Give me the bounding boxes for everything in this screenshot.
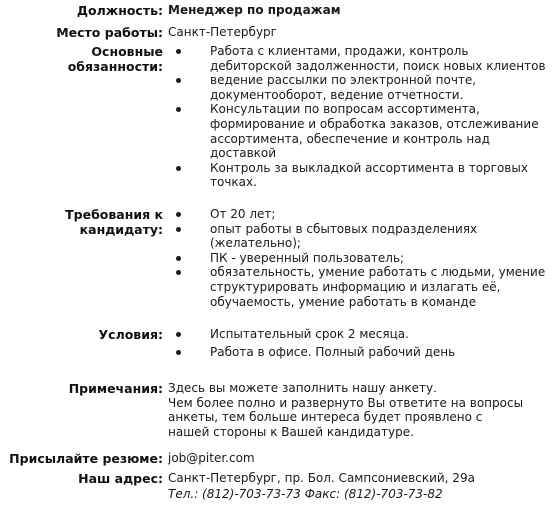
notes-text: Здесь вы можете заполнить нашу анкету. Чем более полно и развернуто Вы ответите на вопросы анкеты, тем больше интереса будет проявлено с нашей стороны к Вашей кандидатуре. [168, 381, 524, 439]
bullet-icon [176, 212, 181, 217]
workplace-value: Санкт-Петербург [168, 25, 277, 39]
bullet-icon [176, 78, 181, 83]
bullet-icon [176, 332, 181, 337]
duty-item: Контроль за выкладкой ассортимента в торговых точках. [168, 161, 558, 190]
requirements-label: Требования к кандидату: [65, 207, 163, 237]
bullet-icon [176, 49, 181, 54]
requirements-list [168, 207, 558, 309]
requirement-item: опыт работы в сбытовых подразделениях (желательно); [168, 222, 558, 251]
duty-item: Консультации по вопросам ассортимента, формирование и обработка заказов, отслеживание ассортимента, обеспечение и контроль над доставкой [168, 102, 558, 160]
duty-item: Работа с клиентами, продажи, контроль дебиторской задолженности, поиск новых клиентов [168, 44, 558, 73]
requirement-item: обязательность, умение работать с людьми, умение структурировать информацию и излагать её, обучаемость, умение работать в команде [168, 265, 558, 309]
workplace-label: Место работы: [56, 25, 163, 40]
bullet-icon [176, 227, 181, 232]
conditions-list [168, 327, 558, 359]
bullet-icon [176, 270, 181, 275]
condition-item: Работа в офисе. Полный рабочий день [168, 345, 558, 360]
bullet-icon [176, 350, 181, 355]
notes-label: Примечания: [68, 381, 163, 396]
condition-item: Испытательный срок 2 месяца. [168, 327, 558, 342]
requirement-item: От 20 лет; [168, 207, 558, 222]
resume-email-link[interactable]: job@piter.com [168, 451, 255, 465]
duty-item: ведение рассылки по электронной почте, документооборот, ведение отчетности. [168, 73, 558, 102]
bullet-icon [176, 107, 181, 112]
position-label: Должность: [76, 3, 163, 18]
address-contacts: Тел.: (812)-703-73-73 Факс: (812)-703-73-82 [168, 487, 443, 501]
resume-label: Присылайте резюме: [9, 451, 163, 466]
requirement-item: ПК - уверенный пользователь; [168, 251, 558, 266]
conditions-label: Условия: [98, 327, 163, 342]
bullet-icon [176, 166, 181, 171]
address-value: Санкт-Петербург, пр. Бол. Сампсониевский, 29а [168, 471, 475, 485]
position-value: Менеджер по продажам [168, 3, 341, 17]
address-label: Наш адрес: [78, 471, 163, 486]
duties-list [168, 44, 558, 190]
bullet-icon [176, 256, 181, 261]
duties-label: Основные обязанности: [67, 44, 163, 74]
